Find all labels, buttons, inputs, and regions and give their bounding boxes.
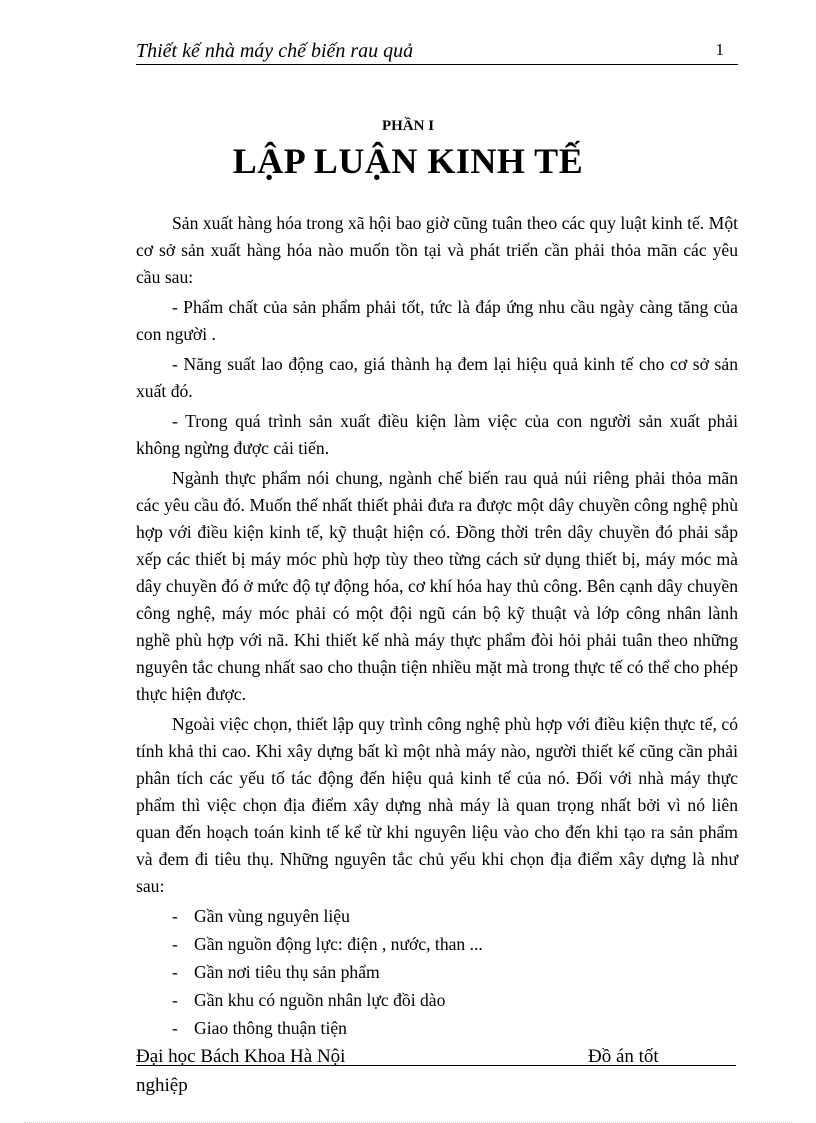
chapter-title: LẬP LUẬN KINH TẾ [232, 141, 584, 181]
document-title: Thiết kế nhà máy chế biến rau quả [136, 40, 414, 62]
footer-line [136, 1045, 736, 1066]
body-text [136, 210, 738, 1043]
page-number: 1 [715, 40, 724, 59]
page-header [136, 38, 738, 65]
list-item: - Gần vùng nguyên liệu [172, 903, 738, 930]
page-footer [136, 1045, 738, 1100]
part-label: PHẦN I [381, 118, 435, 134]
footer-continuation: nghiệp [136, 1075, 188, 1096]
requirement-productivity: - Năng suất lao động cao, giá thành hạ đem lại hiệu quả kinh tế cho cơ sở sản xuất đó. [136, 354, 738, 401]
requirement-conditions: - Trong quá trình sản xuất điều kiện làm việc của con người sản xuất phải không ngừng được cải tiến. [136, 411, 738, 458]
footer-project: Đồ án tốt [588, 1046, 659, 1067]
paragraph-intro: Sản xuất hàng hóa trong xã hội bao giờ cũng tuân theo các quy luật kinh tế. Một cơ sở sản xuất hàng hóa nào muốn tồn tại và phát triển cần phải thỏa mãn các yêu cầu sau: [136, 213, 738, 287]
footer-university: Đại học Bách Khoa Hà Nội [136, 1046, 346, 1067]
list-item: - Giao thông thuận tiện [172, 1015, 738, 1042]
list-item: - Gần khu có nguồn nhân lực đồi dào [172, 987, 738, 1014]
requirement-quality: - Phẩm chất của sản phẩm phải tốt, tức là đáp ứng nhu cầu ngày càng tăng của con người . [136, 297, 738, 344]
paragraph-industry: Ngành thực phẩm nói chung, ngành chế biến rau quả núi riêng phải thỏa mãn các yêu cầu đó. Muốn thế nhất thiết phải đưa ra được một dây chuyền công nghệ phù hợp với điều kiện kinh tế, kỹ thuật hiện có. Đồng thời trên dây chuyền đó phải sắp xếp các thiết bị máy móc phù hợp tùy theo từng cách sử dụng thiết bị, máy móc mà dây chuyền đó ở mức độ tự động hóa, cơ khí hóa hay thủ công. Bên cạnh dây chuyền công nghệ, máy móc phải có một đội ngũ cán bộ kỹ thuật và lớp công nhân lành nghề phù hợp với nã. Khi thiết kế nhà máy thực phẩm đòi hỏi phải tuân theo những nguyên tắc chung nhất sao cho thuận tiện nhiều mặt mà trong thực tế có thể cho phép thực hiện được. [136, 468, 738, 704]
site-principles-list [136, 903, 738, 1042]
paragraph-site-selection: Ngoài việc chọn, thiết lập quy trình công nghệ phù hợp với điều kiện thực tế, có tính khả thi cao. Khi xây dựng bất kì một nhà máy nào, người thiết kế cũng cần phải phân tích các yếu tố tác động đến hiệu quả kinh tế của nó. Đối với nhà máy thực phẩm thì việc chọn địa điểm xây dựng nhà máy là quan trọng nhất bởi vì nó liên quan đến hoạch toán kinh tế kể từ khi nguyên liệu vào cho đến khi tạo ra sản phẩm và đem đi tiêu thụ. Những nguyên tắc chủ yếu khi chọn địa điểm xây dựng là như sau: [136, 714, 738, 896]
list-item: - Gần nguồn động lực: điện , nước, than ... [172, 931, 738, 958]
list-item: - Gần nơi tiêu thụ sản phẩm [172, 959, 738, 986]
